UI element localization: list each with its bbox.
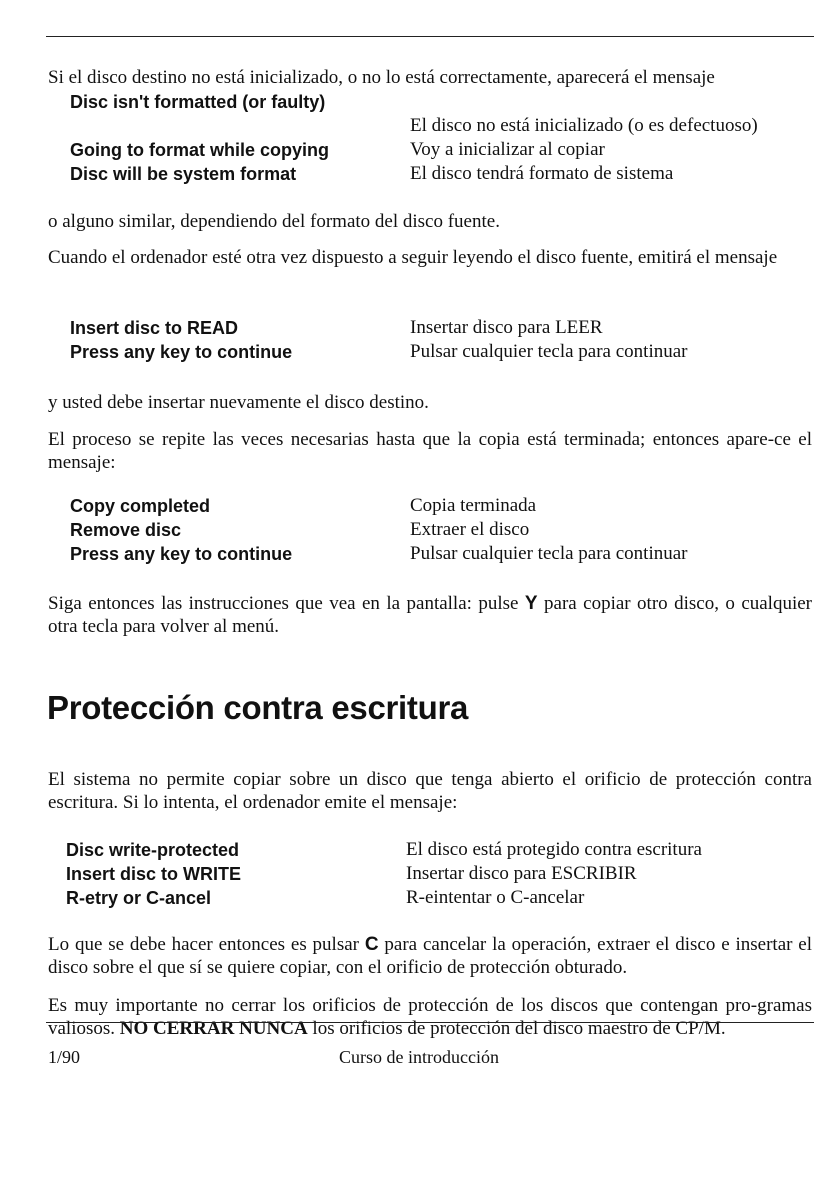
section-heading: Protección contra escritura xyxy=(47,689,469,726)
message-row xyxy=(66,838,810,862)
text-run: Siga entonces las instrucciones que vea en la pantalla: pulse xyxy=(48,593,525,614)
text-run: los orificios de protección del disco maestro de CP/M. xyxy=(307,1018,726,1039)
emphasis-never-close: NO CERRAR NUNCA xyxy=(119,1018,308,1039)
message-en: Press any key to continue xyxy=(70,544,293,564)
message-es: R-eintentar o C-ancelar xyxy=(406,887,585,908)
message-en: Insert disc to READ xyxy=(70,318,239,338)
paragraph-process-repeats: El proceso se repite las veces necesarias hasta que la copia está terminada; entonces apare-ce el mensaje: xyxy=(48,429,812,473)
message-en: Copy completed xyxy=(70,496,211,516)
message-table-read xyxy=(70,316,814,364)
paragraph-insert-destination: y usted debe insertar nuevamente el disco destino. xyxy=(48,392,429,413)
message-row xyxy=(70,518,814,542)
paragraph-cancel xyxy=(48,933,812,979)
message-en: Disc isn't formatted (or faulty) xyxy=(70,92,326,112)
message-row xyxy=(70,90,814,114)
message-es: El disco tendrá formato de sistema xyxy=(410,163,674,184)
message-es: Extraer el disco xyxy=(410,519,530,540)
message-es: El disco está protegido contra escritura xyxy=(406,839,702,860)
footer-title: Curso de introducción xyxy=(339,1047,499,1067)
message-en: Disc write-protected xyxy=(66,840,240,860)
message-en: Disc will be system format xyxy=(70,164,297,184)
message-es: Insertar disco para ESCRIBIR xyxy=(406,863,637,884)
paragraph-disc-not-initialized: Si el disco destino no está inicializado, o no lo está correctamente, aparecerá el mensaje xyxy=(48,67,715,88)
paragraph-ready-again: Cuando el ordenador esté otra vez dispuesto a seguir leyendo el disco fuente, emitirá el mensaje xyxy=(48,247,778,268)
paragraph-follow-instructions xyxy=(48,592,812,638)
paragraph-similar: o alguno similar, dependiendo del formato del disco fuente. xyxy=(48,211,500,232)
message-es: Voy a inicializar al copiar xyxy=(410,139,605,160)
message-row xyxy=(70,340,814,364)
message-row xyxy=(70,162,814,186)
message-row xyxy=(66,862,810,886)
message-en: Insert disc to WRITE xyxy=(66,864,242,884)
paragraph-important xyxy=(48,994,812,1040)
message-en: Press any key to continue xyxy=(70,342,293,362)
message-row xyxy=(70,138,814,162)
key-y: Y xyxy=(524,593,538,614)
message-row xyxy=(70,542,814,566)
message-table-completed xyxy=(70,494,814,566)
message-en: Going to format while copying xyxy=(70,140,329,160)
message-row xyxy=(70,494,814,518)
message-es: Pulsar cualquier tecla para continuar xyxy=(410,341,688,362)
top-rule xyxy=(46,36,814,37)
bottom-rule xyxy=(46,1022,814,1023)
text-run: Lo que se debe hacer entonces es pulsar xyxy=(48,934,365,955)
message-table-format xyxy=(70,90,814,186)
message-en: R-etry or C-ancel xyxy=(66,888,212,908)
message-table-write-protected xyxy=(66,838,810,910)
message-es: Pulsar cualquier tecla para continuar xyxy=(410,543,688,564)
page-number: 1/90 xyxy=(48,1047,81,1067)
text-run: para cancelar la operación, extraer el disco e insertar el disco sobre el que sí se quiere copiar, con el orificio de protección obturado. xyxy=(48,934,813,978)
key-c: C xyxy=(364,934,379,955)
message-es: Insertar disco para LEER xyxy=(410,317,603,338)
message-en: Remove disc xyxy=(70,520,182,540)
message-es: Copia terminada xyxy=(410,495,537,516)
text-run: Es muy importante no cerrar los orificios de protección de los discos que contengan pro-gramas valiosos. xyxy=(48,995,812,1039)
message-row xyxy=(66,886,810,910)
message-es: El disco no está inicializado (o es defectuoso) xyxy=(410,115,758,136)
paragraph-write-protect: El sistema no permite copiar sobre un disco que tenga abierto el orificio de protección contra escritura. Si lo intenta, el ordenador emite el mensaje: xyxy=(48,769,812,813)
message-row xyxy=(70,114,814,138)
text-run: para copiar otro disco, o cualquier otra tecla para volver al menú. xyxy=(48,593,813,637)
message-row xyxy=(70,316,814,340)
